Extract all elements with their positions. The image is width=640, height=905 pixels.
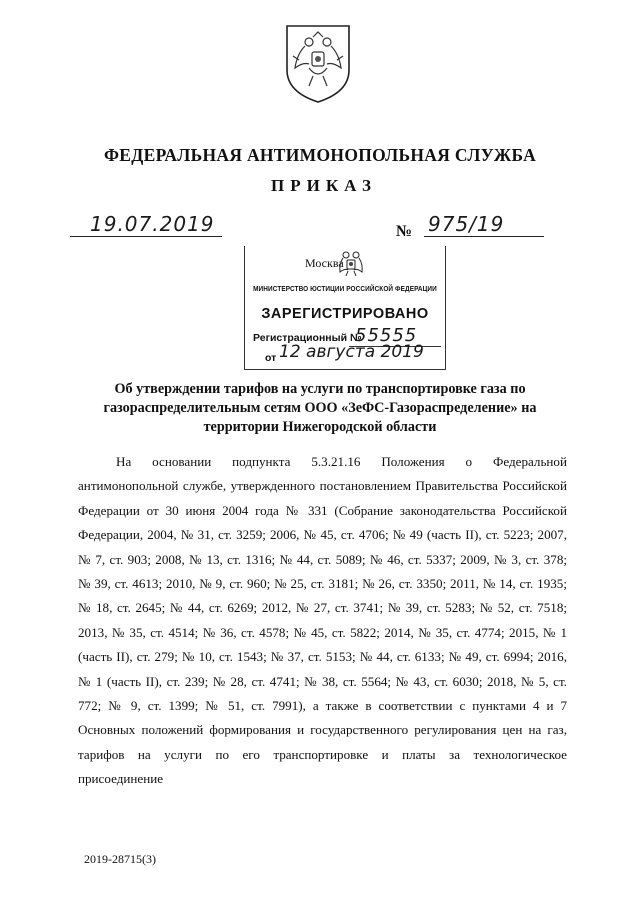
registration-stamp [244,246,446,370]
document-code: 2019-28715(3) [84,852,156,866]
stamp-registered: ЗАРЕГИСТРИРОВАНО [261,306,429,322]
coat-of-arms-icon [279,20,357,106]
date-underline [70,236,222,237]
stamp-from-label: от [265,352,277,364]
agency-name: ФЕДЕРАЛЬНАЯ АНТИМОНОПОЛЬНАЯ СЛУЖБА [103,145,537,165]
order-date: 19.07.2019 [90,212,215,236]
stamp-ministry: МИНИСТЕРСТВО ЮСТИЦИИ РОССИЙСКОЙ ФЕДЕРАЦИИ [253,286,437,293]
order-number: 975/19 [428,212,505,236]
body-paragraph: На основании подпункта 5.3.21.16 Положения о Федеральной антимонопольной службе, утвержденного постановлением Правительства Российской Федерации от 30 июня 2004 года № 331 (Собрание законодательства Российской Федерации, 2004, № 31, ст. 3259; 2006, № 45, ст. 4706; № 49 (часть II), ст. 5223; 2007, № 7, ст. 903; 2008, № 13, ст. 1316; № 44, ст. 5089; № 46, ст. 5337; 2009, № 3, ст. 378; № 39, ст. 4613; 2010, № 9, ст. 960; № 25, ст. 3181; № 26, ст. 3350; 2011, № 14, ст. 1935; № 18, ст. 2645; № 44, ст. 6269; 2012, № 27, ст. 3741; № 39, ст. 5283; № 52, ст. 7518; 2013, № 35, ст. 4514; № 36, ст. 4578; № 45, ст. 5822; 2014, № 35, ст. 4774; 2015, № 1 (часть II), ст. 279; № 10, ст. 1543; № 37, ст. 5153; № 44, ст. 6133; № 49, ст. 6994; 2016, № 1 (часть II), ст. 239; № 28, ст. 4741; № 38, ст. 5564; № 43, ст. 6030; 2018, № 5, ст. 772; № 9, ст. 1399; № 51, ст. 7991), а также в соответствии с пунктами 4 и 7 Основных положений формирования и государственного регулирования цен на газ, тарифов на услуги по его транспортировке и платы за технологическое присоединение [78,454,567,787]
stamp-city: Москва [305,256,344,270]
stamp-reg-date: 12 августа 2019 [279,342,424,362]
document-type: ПРИКАЗ [271,176,377,195]
number-sign: № [396,223,413,240]
order-subject: Об утверждении тарифов на услуги по транспортировке газа по газораспределительным сетям ООО «ЗеФС-Газораспределение» на территории Нижегородской области [103,381,537,435]
stamp-reg-number: 55555 [355,325,418,346]
stamp-emblem-icon [337,248,365,278]
stamp-reg-label: Регистрационный № [253,332,362,344]
number-underline [424,236,544,237]
